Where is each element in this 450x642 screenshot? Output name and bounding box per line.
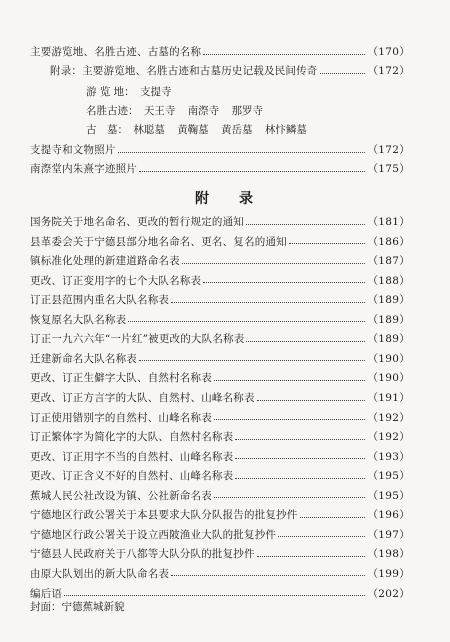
toc-entry-page: （192） (367, 411, 410, 424)
sub-line (86, 85, 181, 99)
toc-entry-title: 迁建新命名大队名称表 (30, 352, 137, 365)
toc-entry (30, 450, 410, 464)
toc-entry-page: （199） (367, 567, 410, 580)
leader-dots (300, 507, 366, 518)
leader-dots (257, 390, 366, 401)
leader-dots (246, 331, 365, 342)
toc-entry-page: （172） (367, 65, 410, 77)
leader-dots (118, 142, 366, 153)
toc-entry (30, 45, 410, 59)
toc-entry-title: 国务院关于地名命名、更改的暂行规定的通知 (30, 216, 244, 228)
leader-dots (171, 565, 365, 576)
sub-line-label: 游 览 地： (86, 86, 135, 98)
leader-dots (320, 63, 366, 74)
leader-dots (235, 429, 365, 440)
leader-dots (203, 44, 365, 55)
toc-entry-page: （189） (367, 333, 410, 346)
toc-entry-title: 更改、订正变用字的七个大队名称表 (30, 274, 202, 287)
toc-entry-page: （170） (367, 46, 410, 58)
toc-entry-page: （181） (367, 216, 410, 228)
toc-entry-page: （175） (367, 163, 410, 175)
leader-dots (257, 546, 366, 557)
sub-line-item: 黄岳墓 (221, 124, 253, 136)
toc-entry (30, 254, 410, 268)
sub-line-item: 林忭鳞墓 (264, 124, 307, 136)
toc-entry (30, 411, 410, 425)
toc-entry-title: 附录：主要游览地、名胜古迹和古墓历史记载及民间传奇 (50, 65, 318, 77)
leader-dots (139, 350, 365, 361)
leader-dots (214, 487, 366, 498)
toc-entry-title: 更改、订正用字不当的自然村、山峰名称表 (30, 450, 234, 463)
toc-entry (30, 587, 410, 601)
sub-line (86, 104, 272, 118)
toc-entry-title: 恢复原名大队名称表 (30, 313, 127, 326)
toc-entry-page: （189） (367, 313, 410, 326)
toc-entry-title: 订正一九六六年“一片红”被更改的大队名称表 (30, 333, 245, 346)
toc-entry-title: 更改、订正生僻字大队、自然村名称表 (30, 372, 212, 385)
toc-entry-page: （172） (367, 144, 410, 156)
toc-entry-page: （198） (367, 548, 410, 561)
leader-dots (128, 311, 365, 322)
sub-line-item: 那罗寺 (231, 105, 264, 117)
toc-entry-title: 南漈堂内朱熹字迹照片 (30, 163, 137, 175)
toc-entry-title: 宁德地区行政公署关于设立西陂渔业大队的批复抄件 (30, 528, 277, 541)
toc-entry-page: （193） (367, 450, 410, 463)
leader-dots (235, 468, 365, 479)
leader-dots (278, 526, 365, 537)
toc-entry-title: 订正繁体字为简化字的大队、自然村名称表 (30, 431, 234, 444)
toc-entry (30, 162, 410, 176)
toc-entry-title: 县革委会关于宁德县部分地名命名、更名、复名的通知 (30, 235, 287, 248)
toc-entry-page: （188） (367, 274, 410, 287)
toc-entry (30, 567, 410, 581)
sub-line-item: 林聪墓 (133, 124, 165, 136)
toc-entry-title: 编后语 (30, 587, 63, 600)
sub-line-label: 古 墓： (86, 124, 128, 136)
leader-dots (182, 253, 366, 264)
toc-entry-page: （195） (367, 489, 410, 502)
toc-entry-title: 镇标准化处理的新建道路命名表 (30, 255, 180, 268)
toc-entry (30, 430, 410, 444)
toc-entry-title: 由原大队划出的新大队命名表 (30, 567, 170, 580)
cover-line: 封面：宁德蕉城新貌 (30, 601, 125, 613)
toc-entry-page: （187） (367, 255, 410, 268)
sub-line-label: 名胜古迹： (86, 105, 139, 117)
toc-entry-title: 订正使用错别字的自然村、山峰名称表 (30, 411, 212, 424)
toc-entry-title: 支提寺和文物照片 (30, 144, 116, 156)
toc-entry (30, 371, 410, 385)
toc-entry-page: （191） (367, 392, 410, 404)
toc-entry (30, 528, 410, 542)
sub-line-item: 支提寺 (140, 86, 172, 98)
toc-entry-page: （186） (367, 235, 410, 248)
toc-entry-page: （197） (367, 528, 410, 541)
leader-dots (64, 585, 365, 596)
toc-entry (30, 215, 410, 229)
toc-entry (30, 293, 410, 307)
leader-dots (203, 272, 365, 283)
toc-entry-page: （195） (367, 470, 410, 483)
toc-entry (30, 332, 410, 346)
toc-entry (30, 143, 410, 157)
toc-entry-title: 订正县范围内重名大队名称表 (30, 294, 170, 307)
toc-entry (30, 469, 410, 483)
toc-entry (50, 64, 410, 78)
toc-entry (30, 352, 410, 366)
toc-entry-page: （190） (367, 372, 410, 385)
leader-dots (246, 214, 365, 225)
sub-line-item: 天王寺 (143, 105, 176, 117)
leader-dots (139, 161, 365, 172)
toc-entry (30, 489, 410, 503)
toc-entry-page: （196） (367, 509, 410, 522)
leader-dots (214, 370, 366, 381)
sub-line-item: 黄鞠墓 (177, 124, 209, 136)
toc-entry-title: 主要游览地、名胜古迹、古墓的名称 (30, 46, 202, 58)
toc-entry-title: 更改、订正含义不好的自然村、山峰名称表 (30, 470, 234, 483)
toc-entry (30, 547, 410, 561)
leader-dots (214, 409, 366, 420)
toc-entry-page: （192） (367, 431, 410, 444)
section-title: 附录 (195, 191, 283, 207)
toc-entry-title: 蕉城人民公社改设为镇、公社新命名表 (30, 489, 212, 502)
toc-entry (30, 508, 410, 522)
sub-line (86, 123, 316, 137)
toc-entry (30, 235, 410, 249)
toc-entry-title: 宁德地区行政公署关于本县要求大队分队报告的批复抄件 (30, 509, 298, 522)
toc-entry (30, 391, 410, 405)
leader-dots (289, 233, 366, 244)
toc-entry-page: （190） (367, 352, 410, 365)
toc-entry-title: 宁德县人民政府关于八都等大队分队的批复抄件 (30, 548, 255, 561)
toc-entry-title: 更改、订正方言字的大队、自然村、山峰名称表 (30, 392, 255, 404)
toc-entry-page: （189） (367, 294, 410, 307)
sub-line-item: 南漈寺 (187, 105, 220, 117)
toc-entry (30, 313, 410, 327)
leader-dots (235, 448, 365, 459)
toc-entry (30, 274, 410, 288)
toc-entry-page: （202） (367, 587, 410, 600)
leader-dots (171, 292, 365, 303)
